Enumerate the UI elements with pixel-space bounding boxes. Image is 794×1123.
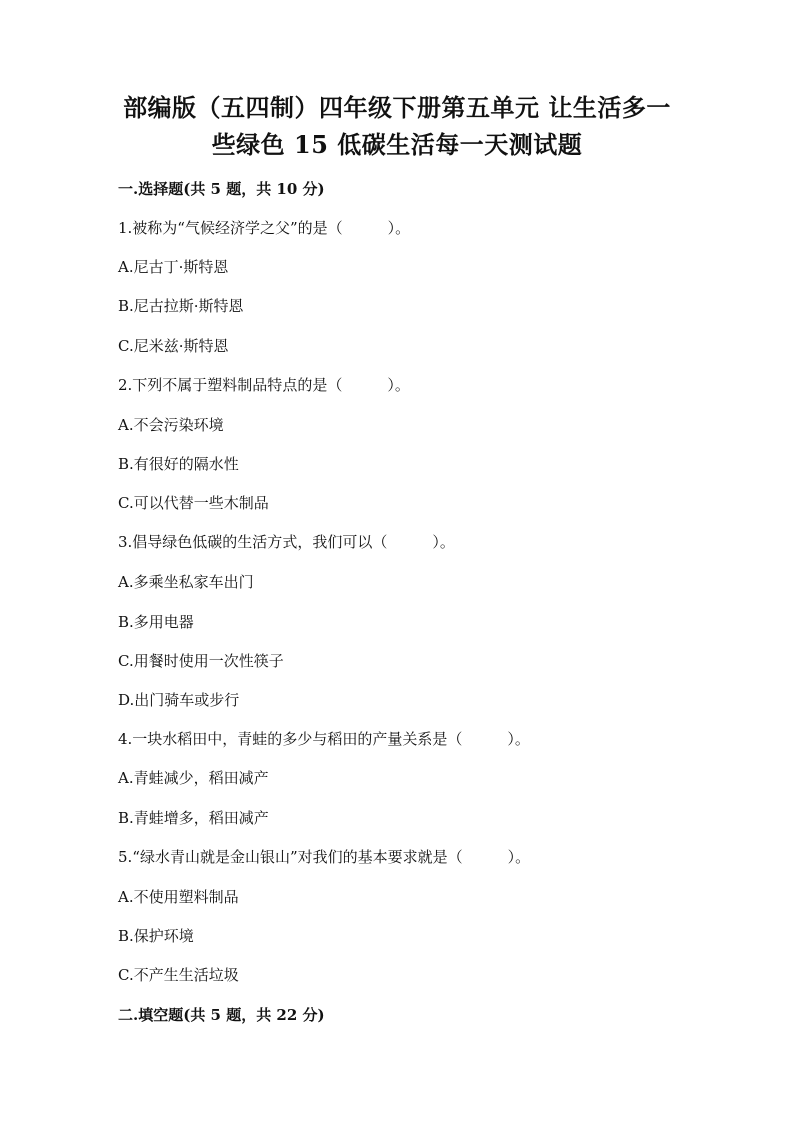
question-3-option-a: A.多乘坐私家车出门	[118, 573, 254, 591]
question-4-stem: 4.一块水稻田中，青蛙的多少与稻田的产量关系是（ ）。	[118, 730, 530, 748]
question-5-stem: 5.“绿水青山就是金山银山”对我们的基本要求就是（ ）。	[118, 848, 531, 866]
document-title-line-1: 部编版（五四制）四年级下册第五单元 让生活多一	[123, 93, 671, 122]
question-1-option-c: C.尼米兹·斯特恩	[118, 337, 229, 355]
question-1-option-a: A.尼古丁·斯特恩	[118, 258, 229, 276]
question-5-option-c: C.不产生生活垃圾	[118, 966, 239, 984]
question-2-stem: 2.下列不属于塑料制品特点的是（ ）。	[118, 376, 410, 394]
question-5-option-a: A.不使用塑料制品	[118, 888, 239, 906]
question-5-option-b: B.保护环境	[118, 927, 194, 945]
question-3-option-c: C.用餐时使用一次性筷子	[118, 652, 284, 670]
question-3-option-b: B.多用电器	[118, 613, 194, 631]
question-1-option-b: B.尼古拉斯·斯特恩	[118, 297, 244, 315]
question-4-option-b: B.青蛙增多，稻田减产	[118, 809, 269, 827]
question-2-option-b: B.有很好的隔水性	[118, 455, 239, 473]
question-4-option-a: A.青蛙减少，稻田减产	[118, 769, 269, 787]
section-heading-choice: 一.选择题(共 5 题，共 10 分)	[118, 180, 325, 198]
question-3-option-d: D.出门骑车或步行	[118, 691, 240, 709]
section-heading-fill-in: 二.填空题(共 5 题，共 22 分)	[118, 1006, 325, 1024]
question-3-stem: 3.倡导绿色低碳的生活方式，我们可以（ ）。	[118, 533, 455, 551]
document-title-line-2: 些绿色 15 低碳生活每一天测试题	[211, 130, 583, 159]
question-2-option-a: A.不会污染环境	[118, 416, 224, 434]
question-2-option-c: C.可以代替一些木制品	[118, 494, 269, 512]
question-1-stem: 1.被称为“气候经济学之父”的是（ ）。	[118, 219, 411, 237]
